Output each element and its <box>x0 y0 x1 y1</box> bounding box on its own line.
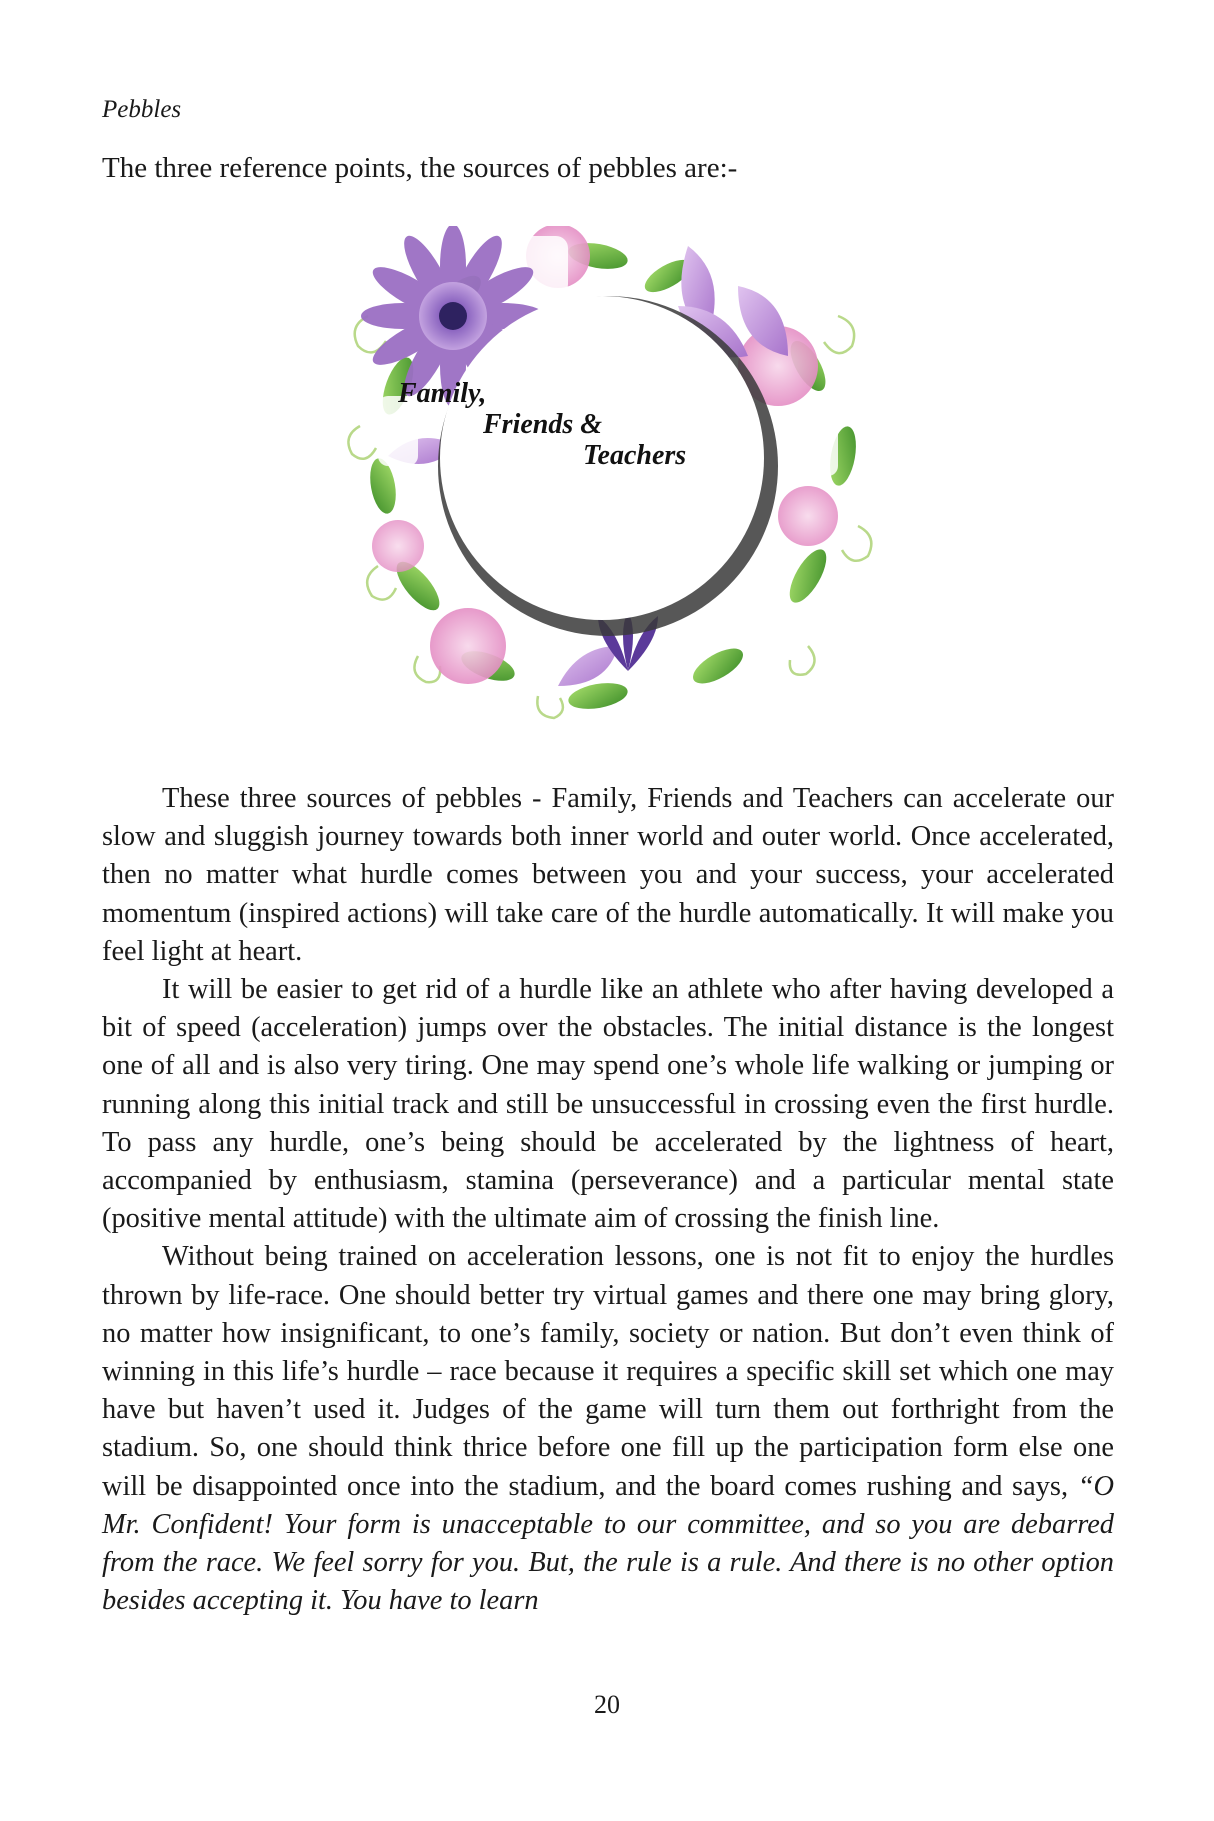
floral-wreath-illustration <box>338 226 878 726</box>
paragraph-1: These three sources of pebbles - Family, Friends and Teachers can accelerate our slow and sluggish journey towards both inner world and outer world. Once accelerated, then no matter what hurdle comes between you and your success, your accelerated momentum (inspired actions) will take care of the hurdle automatically. It will make you feel light at heart. <box>102 783 1114 967</box>
intro-line: The three reference points, the sources of pebbles are:- <box>102 152 738 184</box>
floral-wreath-graphic <box>338 226 878 726</box>
page-number: 20 <box>594 1690 620 1719</box>
paragraph-2: It will be easier to get rid of a hurdle like an athlete who after having developed a bit of speed (acceleration) jumps over the obstacles. The initial distance is the longest one of all and is also very tiring. One may spend one’s whole life walking or jumping or running along this initial track and still be unsuccessful in crossing even the first hurdle. To pass any hurdle, one’s being should be accelerated by the lightness of heart, accompanied by enthusiasm, stamina (perseverance) and a particular mental state (positive mental attitude) with the ultimate aim of crossing the finish line. <box>102 974 1114 1235</box>
wreath-label-teachers: Teachers <box>583 440 687 471</box>
paragraph-3 <box>102 1238 1114 1620</box>
wreath-label-family: Family, <box>398 378 487 409</box>
body-text <box>102 780 1114 1620</box>
wreath-label-friends: Friends & <box>483 409 603 440</box>
paragraph-3-text: Without being trained on acceleration lessons, one is not fit to enjoy the hurdles thrown by life-race. One should better try virtual games and there one may bring glory, no matter how insignificant, to one’s family, society or nation. But don’t even think of winning in this life’s hurdle – race because it requires a specific skill set which one may have but haven’t used it. Judges of the game will turn them out forthright from the stadium. So, one should think thrice before one fill up the participation form else one will be disappointed once into the stadium, and the board comes rushing and says, <box>102 1241 1114 1502</box>
paragraph-3-quote: “O Mr. Confident! Your form is unacceptable to our committee, and so you are debarred from the race. We feel sorry for you. But, the rule is a rule. And there is no other option besides accepting it. You have to learn <box>102 1470 1114 1617</box>
running-header: Pebbles <box>102 96 182 123</box>
